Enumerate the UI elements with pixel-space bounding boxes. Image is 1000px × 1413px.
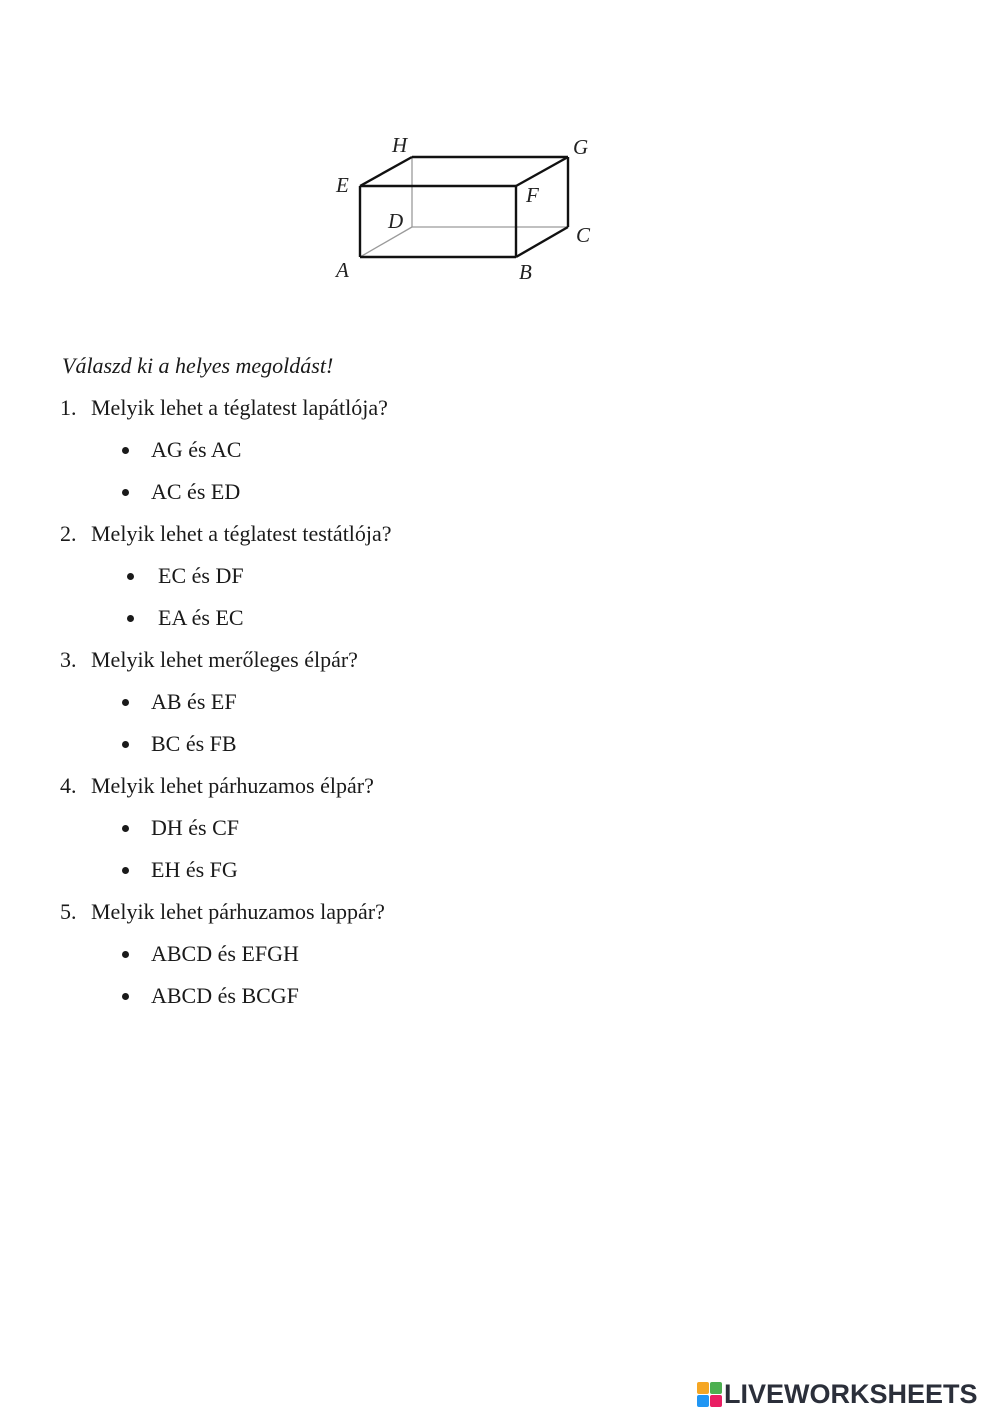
cuboid-figure — [320, 120, 620, 300]
bullet-icon — [122, 489, 129, 496]
bullet-icon — [122, 867, 129, 874]
option-label: DH és CF — [151, 815, 240, 840]
cuboid-diagram — [320, 120, 620, 300]
edge-AD — [360, 227, 412, 257]
instruction-text: Válaszd ki a helyes megoldást! — [62, 353, 334, 378]
question-3 — [60, 646, 760, 772]
question-3-text — [60, 646, 760, 688]
option-label: AB és EF — [151, 689, 237, 714]
question-1-option-2[interactable] — [60, 478, 760, 520]
question-number: 4. — [60, 773, 77, 798]
logo-tile — [710, 1395, 722, 1407]
option-label: ABCD és BCGF — [151, 983, 299, 1008]
question-3-option-2[interactable] — [60, 730, 760, 772]
logo-text: LIVEWORKSHEETS — [724, 1378, 978, 1409]
question-2-option-2[interactable] — [60, 604, 760, 646]
question-3-option-1[interactable] — [60, 688, 760, 730]
bullet-icon — [122, 741, 129, 748]
option-label: EC és DF — [158, 563, 244, 588]
question-label: Melyik lehet merőleges élpár? — [91, 647, 358, 672]
question-label: Melyik lehet a téglatest testátlója? — [91, 521, 392, 546]
question-label: Melyik lehet párhuzamos élpár? — [91, 773, 374, 798]
question-5-text — [60, 898, 760, 940]
bullet-icon — [122, 951, 129, 958]
bullet-icon — [127, 573, 134, 580]
edge-EH — [360, 157, 412, 186]
logo-mark-icon — [697, 1382, 722, 1407]
question-1-option-1[interactable] — [60, 436, 760, 478]
question-5-option-1[interactable] — [60, 940, 760, 982]
option-label: EA és EC — [158, 605, 244, 630]
question-4-option-2[interactable] — [60, 856, 760, 898]
liveworksheets-logo[interactable] — [697, 1378, 978, 1410]
bullet-icon — [122, 825, 129, 832]
question-4-option-1[interactable] — [60, 814, 760, 856]
vertex-label-d: D — [388, 209, 404, 233]
question-2-text — [60, 520, 760, 562]
edge-FG — [516, 157, 568, 186]
edge-BC — [516, 227, 568, 257]
option-label: AG és AC — [151, 437, 242, 462]
question-label: Melyik lehet párhuzamos lappár? — [91, 899, 385, 924]
question-1-text — [60, 394, 760, 436]
question-2 — [60, 520, 760, 646]
question-2-option-1[interactable] — [60, 562, 760, 604]
vertex-label-h: H — [392, 133, 408, 157]
bullet-icon — [122, 699, 129, 706]
logo-tile — [710, 1382, 722, 1394]
question-number: 1. — [60, 395, 77, 420]
question-4 — [60, 772, 760, 898]
vertex-label-e: E — [336, 173, 349, 197]
question-number: 5. — [60, 899, 77, 924]
question-4-text — [60, 772, 760, 814]
vertex-label-a: A — [336, 258, 349, 282]
question-list — [60, 394, 760, 1024]
vertex-label-c: C — [576, 223, 591, 247]
bullet-icon — [122, 447, 129, 454]
question-5 — [60, 898, 760, 1024]
option-label: ABCD és EFGH — [151, 941, 299, 966]
question-number: 3. — [60, 647, 77, 672]
vertex-label-g: G — [573, 135, 589, 159]
question-5-option-2[interactable] — [60, 982, 760, 1024]
bullet-icon — [127, 615, 134, 622]
option-label: BC és FB — [151, 731, 237, 756]
option-label: AC és ED — [151, 479, 241, 504]
logo-tile — [697, 1382, 709, 1394]
question-number: 2. — [60, 521, 77, 546]
bullet-icon — [122, 993, 129, 1000]
vertex-label-f: F — [526, 183, 539, 207]
option-label: EH és FG — [151, 857, 238, 882]
logo-tile — [697, 1395, 709, 1407]
question-1 — [60, 394, 760, 520]
vertex-label-b: B — [519, 260, 532, 284]
question-label: Melyik lehet a téglatest lapátlója? — [91, 395, 388, 420]
